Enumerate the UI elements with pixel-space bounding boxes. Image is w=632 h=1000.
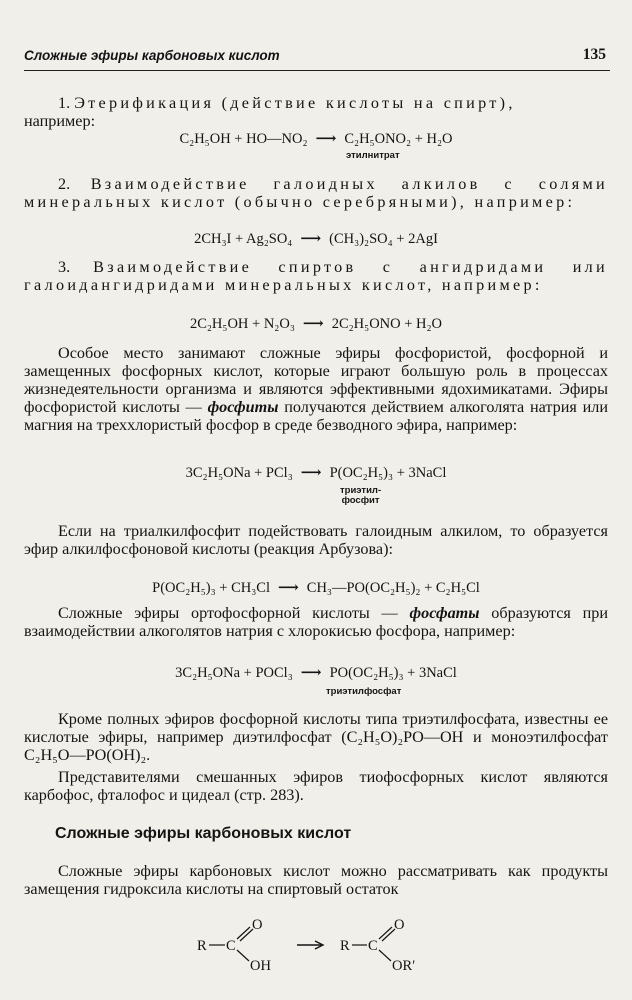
paragraph-acid-esters: Кроме полных эфиров фосфорной кислоты типа триэтилфосфата, известны ее кислотые эфиры, например диэтилфосфат (C₂H₅O)₂PO—OH и моноэтилфосфат C₂H₅O—PO(OH)₂. [24,710,608,764]
eq3-right: 2C₂H₅ONO + H₂O [331,316,443,332]
eq1-right: C₂H₅ONO₂ + H₂O [344,131,453,147]
equation-1 [0,130,632,148]
equation-4 [0,464,632,482]
arrow-icon: ⟶ [300,465,322,481]
item-3 [24,258,608,294]
scheme-o-left: O [252,917,263,933]
eq4-left: 3C₂H₅ONa + PCl₃ [185,465,293,481]
item-2 [24,175,608,211]
eq6-label: триэтилфосфат [326,686,402,697]
paragraph-phosphites [24,344,608,434]
item-1-cont: например: [24,112,96,130]
running-header [24,40,610,71]
eq6-right: PO(OC₂H₅)₃ + 3NaCl [329,665,457,681]
eq3-left: 2C₂H₅OH + N₂O₃ [189,316,295,332]
section-title: Сложные эфиры карбоновых кислот [55,825,352,842]
eq2-left: 2CH₃I + Ag₂SO₄ [194,231,293,247]
equation-6 [0,664,632,682]
item-3-text: Взаимодействие спиртов с ангидридами или галоидангидридами минеральных кислот, например: [24,258,608,294]
eq5-left: P(OC₂H₅)₃ + CH₃Cl [152,580,270,596]
item-1-text: Этерификация (действие кислоты на спирт), [74,94,516,112]
para3-b: образуются при взаимодействии алкоголятов натрия с хлорокисью фосфора, например: [24,604,609,640]
paragraph-arbuzov: Если на триалкилфосфит подействовать галоидным алкилом, то образуется эфир алкилфосфоновой кислоты (реакция Арбузова): [24,522,608,558]
scheme-c-right: C [368,938,378,954]
eq1-label: этилнитрат [346,150,400,161]
item-2-number: 2. [58,175,71,193]
arrow-icon: ⟶ [277,580,299,596]
scheme-oh: OH [250,958,271,974]
eq4-label-1: триэтил- [340,485,382,496]
eq6-left: 3C₂H₅ONa + POCl₃ [175,665,293,681]
arrow-icon: ⟶ [300,665,322,681]
eq4-right: P(OC₂H₅)₃ + 3NaCl [329,465,447,481]
page-number: 135 [582,46,606,63]
item-2-text: Взаимодействие галоидных алкилов с солями минеральных кислот (обычно серебряными), например: [24,175,609,211]
scheme-r-left: R [197,938,207,954]
eq4-label-2: фосфит [341,495,380,506]
scheme-c-left: C [226,938,236,954]
term-phosphates: фосфаты [409,604,480,622]
equation-3 [0,315,632,333]
ester-scheme-svg [195,918,435,978]
equation-5 [0,579,632,597]
item-1-number: 1. [58,94,71,112]
item-1 [24,94,608,130]
arrow-icon: ⟶ [302,316,324,332]
equation-2 [0,230,632,248]
paragraph-phosphates [24,604,608,640]
arrow-icon: ⟶ [300,231,322,247]
arrow-icon: ⟶ [315,131,337,147]
scheme-o-right: O [394,917,405,933]
scheme-r-right: R [340,938,350,954]
para1-b: получаются действием алкоголята натрия или магния на треххлористый фосфор в среде безводного эфира, например: [24,398,609,434]
ester-scheme [195,918,435,978]
eq1-left: C₂H₅OH + HO—NO₂ [179,131,308,147]
paragraph-carboxylic-esters: Сложные эфиры карбоновых кислот можно рассматривать как продукты замещения гидроксила кислоты на спиртовый остаток [24,862,608,898]
eq4-label [340,486,381,506]
para3-a: Сложные эфиры ортофосфорной кислоты — [58,604,398,622]
eq2-right: (CH₃)₂SO₄ + 2AgI [329,231,438,247]
item-3-number: 3. [58,258,71,276]
term-phosphites: фосфиты [207,398,279,416]
running-title: Сложные эфиры карбоновых кислот [24,48,280,63]
scheme-or: OR′ [392,958,416,974]
paragraph-thiophosphates: Представителями смешанных эфиров тиофосфорных кислот являются карбофос, фталофос и цидеал (стр. 283). [24,768,608,804]
eq5-right: CH₃—PO(OC₂H₅)₂ + C₂H₅Cl [306,580,480,596]
para1-a: Особое место занимают сложные эфиры фосфористой, фосфорной и замещенных фосфорных кислот, которые играют большую роль в процессах жизнедеятельности организма и являются эффективными ядохимикатами. Эфиры фосфористой кислоты — [24,344,608,416]
